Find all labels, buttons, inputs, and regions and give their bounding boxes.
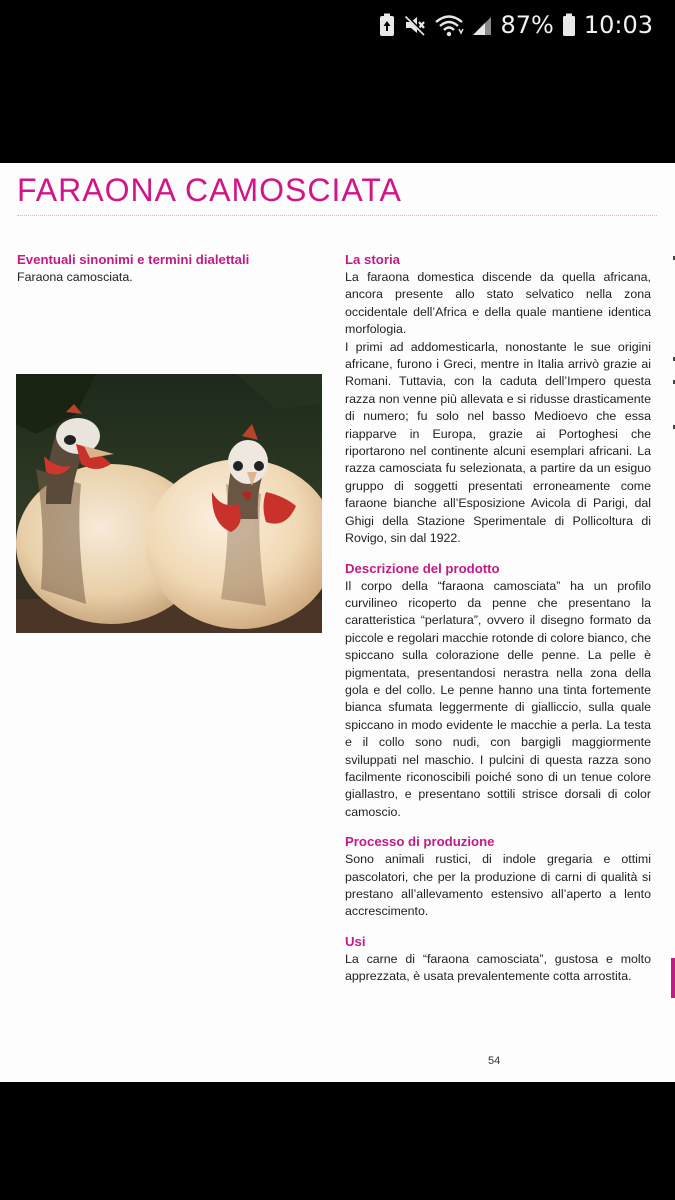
uses-heading: Usi xyxy=(345,933,366,949)
page-title: FARAONA CAMOSCIATA xyxy=(17,172,402,208)
history-paragraph: La faraona domestica discende da quella africana, ancora presente allo stato selvatico nella zona occidentale dell’Africa e della quale mantiene identica morfologia. xyxy=(345,270,651,337)
next-page-edge xyxy=(664,248,675,1048)
battery-percent: 87% xyxy=(500,11,554,39)
clock: 10:03 xyxy=(583,11,653,39)
mute-icon xyxy=(404,14,426,36)
production-paragraph: Sono animali rustici, di indole gregaria e ottimi pascolatori, che per la produzione di carni di qualità si prestano all’allevamento estensivo all’aperto a lento accrescimento. xyxy=(345,852,651,919)
history-heading: La storia xyxy=(345,252,400,267)
signal-icon xyxy=(472,14,492,36)
status-bar xyxy=(0,0,675,50)
document-page xyxy=(0,163,675,1082)
status-icons xyxy=(378,8,653,42)
production-heading: Processo di produzione xyxy=(345,834,495,850)
wifi-icon xyxy=(434,13,464,37)
title-divider xyxy=(17,215,657,216)
data-saver-icon xyxy=(378,13,396,37)
battery-icon xyxy=(562,13,576,37)
hens-photo xyxy=(16,374,322,633)
synonyms-section xyxy=(17,252,317,285)
uses-paragraph: La carne di “faraona camosciata”, gustosa e molto apprezzata, è usata prevalentemente cotta arrostita. xyxy=(345,951,651,984)
description-heading: Descrizione del prodotto xyxy=(345,560,500,576)
description-paragraph: Il corpo della “faraona camosciata” ha un profilo curvilineo ricoperto da penne che presentano la caratteristica “perlatura”, ovvero il disegno formato da piccole e regolari macchie rotonde di colore bianco, che spiccano sulla colorazione delle penne. La pelle è pigmentata, presentandosi nerastra nella zona della gola e del collo. Le penne hanno una tinta fortemente bianca sfumata leggermente di gialliccio, sulla quale spiccano in modo evidente le macchie a perla. La testa e il collo sono nudi, con bargigli maggiormente sviluppati nel maschio. I pulcini di questa razza sono facilmente riconoscibili poiché sono di un tenue colore giallastro, e presentano sottili strisce dorsali di color camoscio. xyxy=(345,578,651,819)
page-number: 54 xyxy=(488,1055,501,1067)
synonyms-heading: Eventuali sinonimi e termini dialettali xyxy=(17,252,250,267)
history-paragraph: I primi ad addomesticarla, nonostante le sue origini africane, furono i Greci, mentre in Italia arrivò grazie ai Romani. Tuttavia, con la caduta dell’Impero questa razza non venne più allevata e si ridusse drasticamente di numero; fu solo nel basso Medioevo che essa riapparve in Europa, grazie ai Portoghesi che riportarono nel continente alcuni esemplari africani. La razza camosciata fu selezionata, a partire da un esiguo gruppo di soggetti presentati erroneamente come faraone bianche all’Esposizione Avicola di Parigi, dal Ghigi della Stazione Sperimentale di Pollicoltura di Rovigo, sin dal 1922. xyxy=(345,339,651,546)
synonyms-text: Faraona camosciata. xyxy=(17,270,133,284)
content-column xyxy=(345,252,651,986)
